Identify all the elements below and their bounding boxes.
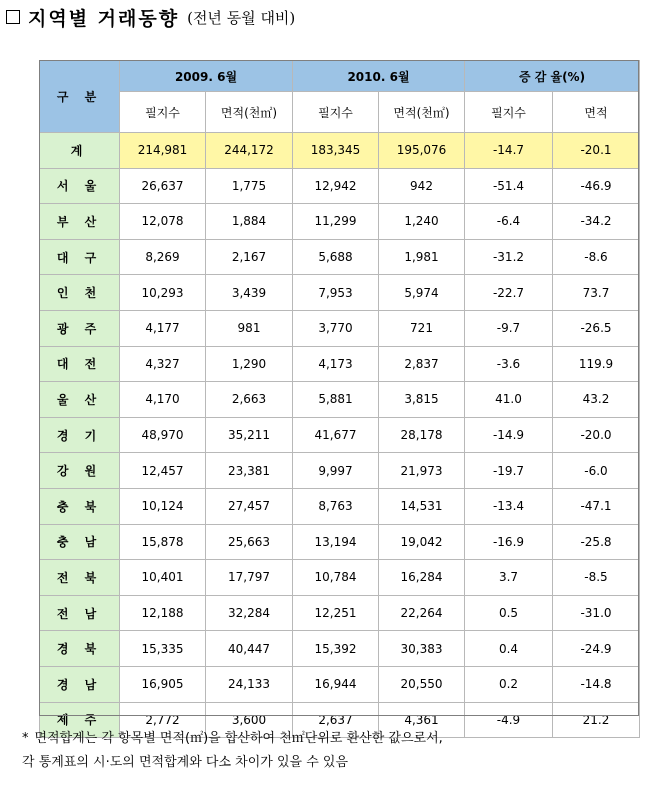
footnote-marker: * bbox=[22, 731, 29, 746]
table-cell: 17,797 bbox=[206, 560, 293, 596]
table-cell: 16,905 bbox=[120, 666, 206, 702]
table-cell: 19,042 bbox=[379, 524, 465, 560]
table-cell: 43.2 bbox=[553, 382, 640, 418]
table-cell: 10,401 bbox=[120, 560, 206, 596]
row-label-region: 광 주 bbox=[40, 310, 120, 346]
col-header: 필지수 bbox=[120, 92, 206, 133]
table-cell: 195,076 bbox=[379, 133, 465, 169]
table-cell: 1,775 bbox=[206, 168, 293, 204]
table-cell: 24,133 bbox=[206, 666, 293, 702]
table-cell: 73.7 bbox=[553, 275, 640, 311]
table-cell: 981 bbox=[206, 310, 293, 346]
footnote-text-2: 각 통계표의 시·도의 면적합계와 다소 차이가 있을 수 있음 bbox=[22, 755, 349, 770]
table-cell: -24.9 bbox=[553, 631, 640, 667]
table-cell: 4,361 bbox=[379, 702, 465, 738]
document-title bbox=[6, 4, 295, 30]
footnote bbox=[22, 727, 443, 775]
table-cell: 16,284 bbox=[379, 560, 465, 596]
table-cell: 2,772 bbox=[120, 702, 206, 738]
row-label-region: 인 천 bbox=[40, 275, 120, 311]
table-cell: 41,677 bbox=[293, 417, 379, 453]
table-cell: 10,784 bbox=[293, 560, 379, 596]
table-cell: 2,637 bbox=[293, 702, 379, 738]
table-cell: 15,335 bbox=[120, 631, 206, 667]
table-cell: -19.7 bbox=[465, 453, 553, 489]
table-cell: 21.2 bbox=[553, 702, 640, 738]
table-cell: -6.4 bbox=[465, 204, 553, 240]
table-cell: -31.2 bbox=[465, 239, 553, 275]
row-label-region: 대 전 bbox=[40, 346, 120, 382]
table-cell: -14.7 bbox=[465, 133, 553, 169]
group-header-change: 증 감 율(%) bbox=[465, 61, 640, 92]
table-row bbox=[40, 666, 640, 702]
title-subtitle: (전년 동월 대비) bbox=[187, 8, 296, 27]
header-row-groups bbox=[40, 61, 640, 92]
table-cell: 25,663 bbox=[206, 524, 293, 560]
table-cell: -6.0 bbox=[553, 453, 640, 489]
table-cell: 3,439 bbox=[206, 275, 293, 311]
table-cell: 22,264 bbox=[379, 595, 465, 631]
table-row bbox=[40, 275, 640, 311]
table-row bbox=[40, 168, 640, 204]
table-cell: 32,284 bbox=[206, 595, 293, 631]
table-cell: -14.8 bbox=[553, 666, 640, 702]
table-cell: 1,290 bbox=[206, 346, 293, 382]
table-cell: 2,167 bbox=[206, 239, 293, 275]
table-cell: 15,878 bbox=[120, 524, 206, 560]
table-row bbox=[40, 488, 640, 524]
table-cell: -22.7 bbox=[465, 275, 553, 311]
table-cell: 3.7 bbox=[465, 560, 553, 596]
table-cell: 4,170 bbox=[120, 382, 206, 418]
col-header: 필지수 bbox=[293, 92, 379, 133]
table-cell: 8,269 bbox=[120, 239, 206, 275]
table-cell: 12,251 bbox=[293, 595, 379, 631]
table-cell: -8.6 bbox=[553, 239, 640, 275]
table-row bbox=[40, 382, 640, 418]
table-row bbox=[40, 595, 640, 631]
footnote-line-2 bbox=[22, 751, 443, 775]
row-label-region: 제 주 bbox=[40, 702, 120, 738]
row-label-region: 부 산 bbox=[40, 204, 120, 240]
table-cell: 16,944 bbox=[293, 666, 379, 702]
table-cell: 20,550 bbox=[379, 666, 465, 702]
table-cell: -8.5 bbox=[553, 560, 640, 596]
table-cell: -4.9 bbox=[465, 702, 553, 738]
table-cell: 48,970 bbox=[120, 417, 206, 453]
table-cell: 30,383 bbox=[379, 631, 465, 667]
row-label-region: 충 남 bbox=[40, 524, 120, 560]
table-cell: -20.0 bbox=[553, 417, 640, 453]
table-cell: 13,194 bbox=[293, 524, 379, 560]
table-cell: -9.7 bbox=[465, 310, 553, 346]
table-cell: 0.5 bbox=[465, 595, 553, 631]
table-cell: 244,172 bbox=[206, 133, 293, 169]
table-cell: 4,177 bbox=[120, 310, 206, 346]
table-cell: 3,770 bbox=[293, 310, 379, 346]
table-cell: 0.2 bbox=[465, 666, 553, 702]
table-cell: 28,178 bbox=[379, 417, 465, 453]
col-header: 면적 bbox=[553, 92, 640, 133]
row-label-region: 경 북 bbox=[40, 631, 120, 667]
table-cell: 942 bbox=[379, 168, 465, 204]
table-row bbox=[40, 631, 640, 667]
row-label-region: 계 bbox=[40, 133, 120, 169]
checkbox-square-icon bbox=[6, 10, 20, 24]
table-cell: 23,381 bbox=[206, 453, 293, 489]
row-label-region: 경 남 bbox=[40, 666, 120, 702]
table-cell: 2,837 bbox=[379, 346, 465, 382]
table-cell: 26,637 bbox=[120, 168, 206, 204]
row-label-region: 서 울 bbox=[40, 168, 120, 204]
table-cell: 27,457 bbox=[206, 488, 293, 524]
table-cell: -14.9 bbox=[465, 417, 553, 453]
table-cell: -13.4 bbox=[465, 488, 553, 524]
table-row bbox=[40, 417, 640, 453]
table-row bbox=[40, 310, 640, 346]
table-cell: 15,392 bbox=[293, 631, 379, 667]
header-row-columns bbox=[40, 92, 640, 133]
table-cell: 3,600 bbox=[206, 702, 293, 738]
row-label-region: 전 남 bbox=[40, 595, 120, 631]
table-cell: 0.4 bbox=[465, 631, 553, 667]
table-cell: 4,327 bbox=[120, 346, 206, 382]
table-cell: 4,173 bbox=[293, 346, 379, 382]
table-row bbox=[40, 524, 640, 560]
footnote-text-1: 면적합계는 각 항목별 면적(㎡)을 합산하여 천㎡단위로 환산한 값으로서, bbox=[34, 731, 443, 746]
table-cell: 21,973 bbox=[379, 453, 465, 489]
table-cell: 8,763 bbox=[293, 488, 379, 524]
row-label-region: 대 구 bbox=[40, 239, 120, 275]
title-main: 지역별 거래동향 bbox=[28, 7, 180, 30]
table-cell: 119.9 bbox=[553, 346, 640, 382]
table-cell: -34.2 bbox=[553, 204, 640, 240]
table-row bbox=[40, 453, 640, 489]
table-cell: 1,981 bbox=[379, 239, 465, 275]
table-cell: 5,881 bbox=[293, 382, 379, 418]
table-cell: 183,345 bbox=[293, 133, 379, 169]
table-cell: 7,953 bbox=[293, 275, 379, 311]
table-row bbox=[40, 346, 640, 382]
table-cell: 10,293 bbox=[120, 275, 206, 311]
table-cell: -26.5 bbox=[553, 310, 640, 346]
table-cell: 14,531 bbox=[379, 488, 465, 524]
table-cell: -20.1 bbox=[553, 133, 640, 169]
regional-transaction-table bbox=[39, 60, 640, 738]
table-cell: -47.1 bbox=[553, 488, 640, 524]
table-row bbox=[40, 239, 640, 275]
table-cell: 10,124 bbox=[120, 488, 206, 524]
row-label-region: 충 북 bbox=[40, 488, 120, 524]
table-cell: 41.0 bbox=[465, 382, 553, 418]
table-cell: 1,240 bbox=[379, 204, 465, 240]
table-cell: 11,299 bbox=[293, 204, 379, 240]
table-cell: 12,942 bbox=[293, 168, 379, 204]
table-cell: 12,078 bbox=[120, 204, 206, 240]
row-label-region: 강 원 bbox=[40, 453, 120, 489]
col-header: 면적(천㎡) bbox=[206, 92, 293, 133]
table-cell: 5,688 bbox=[293, 239, 379, 275]
table-cell: 3,815 bbox=[379, 382, 465, 418]
footnote-line-1 bbox=[22, 727, 443, 751]
table-cell: -46.9 bbox=[553, 168, 640, 204]
table-cell: 9,997 bbox=[293, 453, 379, 489]
table-cell: 1,884 bbox=[206, 204, 293, 240]
group-header-2009: 2009. 6월 bbox=[120, 61, 293, 92]
group-header-2010: 2010. 6월 bbox=[293, 61, 465, 92]
row-label-region: 경 기 bbox=[40, 417, 120, 453]
table-row bbox=[40, 560, 640, 596]
row-label-region: 울 산 bbox=[40, 382, 120, 418]
table-cell: -31.0 bbox=[553, 595, 640, 631]
corner-header: 구 분 bbox=[40, 61, 120, 133]
col-header: 면적(천㎡) bbox=[379, 92, 465, 133]
table-cell: 12,188 bbox=[120, 595, 206, 631]
table-cell: 35,211 bbox=[206, 417, 293, 453]
col-header: 필지수 bbox=[465, 92, 553, 133]
table-cell: 214,981 bbox=[120, 133, 206, 169]
table-cell: -3.6 bbox=[465, 346, 553, 382]
table-cell: 12,457 bbox=[120, 453, 206, 489]
table-cell: 40,447 bbox=[206, 631, 293, 667]
table-cell: -16.9 bbox=[465, 524, 553, 560]
row-label-region: 전 북 bbox=[40, 560, 120, 596]
table-cell: -25.8 bbox=[553, 524, 640, 560]
table-body bbox=[40, 133, 640, 738]
table-cell: 721 bbox=[379, 310, 465, 346]
table-row-total bbox=[40, 133, 640, 169]
table-row bbox=[40, 204, 640, 240]
table-cell: 2,663 bbox=[206, 382, 293, 418]
table-cell: -51.4 bbox=[465, 168, 553, 204]
table-cell: 5,974 bbox=[379, 275, 465, 311]
